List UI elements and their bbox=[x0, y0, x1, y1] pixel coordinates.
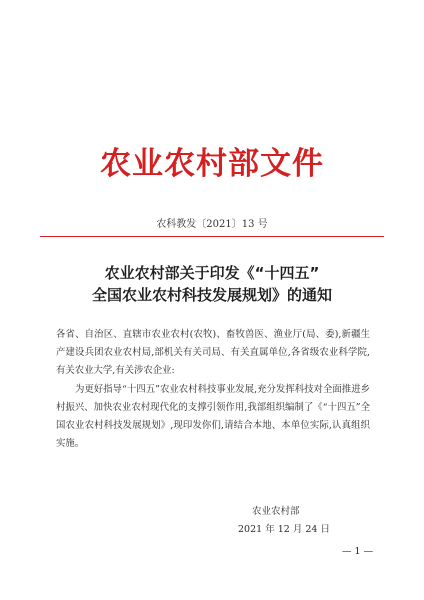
body-paragraph: 为更好指导“十四五”农业农村科技事业发展,充分发挥科技对全面推进乡村振兴、加快农业农村现代化的支撑引领作用,我部组织编制了《“十四五”全国农业农村科技发展规划》,现印发你们,请结合本地、本单位实际,认真组织实施。 bbox=[56, 384, 370, 449]
document-number: 农科教发〔2021〕13 号 bbox=[156, 219, 268, 230]
addressee-paragraph: 各省、自治区、直辖市农业农村(农牧)、畜牧兽医、渔业厅(局、委),新疆生产建设兵团农业农村局,部机关有关司局、有关直属单位,各省级农业科学院,有关农业大学,有关涉农企业: bbox=[56, 329, 370, 376]
red-divider-rule bbox=[40, 236, 384, 237]
page-number: — 1 — bbox=[342, 546, 374, 557]
signature-date: 2021 年 12 月 24 日 bbox=[238, 524, 330, 535]
document-title-line-1: 农业农村部关于印发《“十四五” bbox=[104, 264, 320, 282]
signature-organization: 农业农村部 bbox=[252, 506, 300, 517]
masthead-title: 农业农村部文件 bbox=[100, 146, 324, 182]
document-title-line-2: 全国农业农村科技发展规划》的通知 bbox=[91, 286, 332, 304]
